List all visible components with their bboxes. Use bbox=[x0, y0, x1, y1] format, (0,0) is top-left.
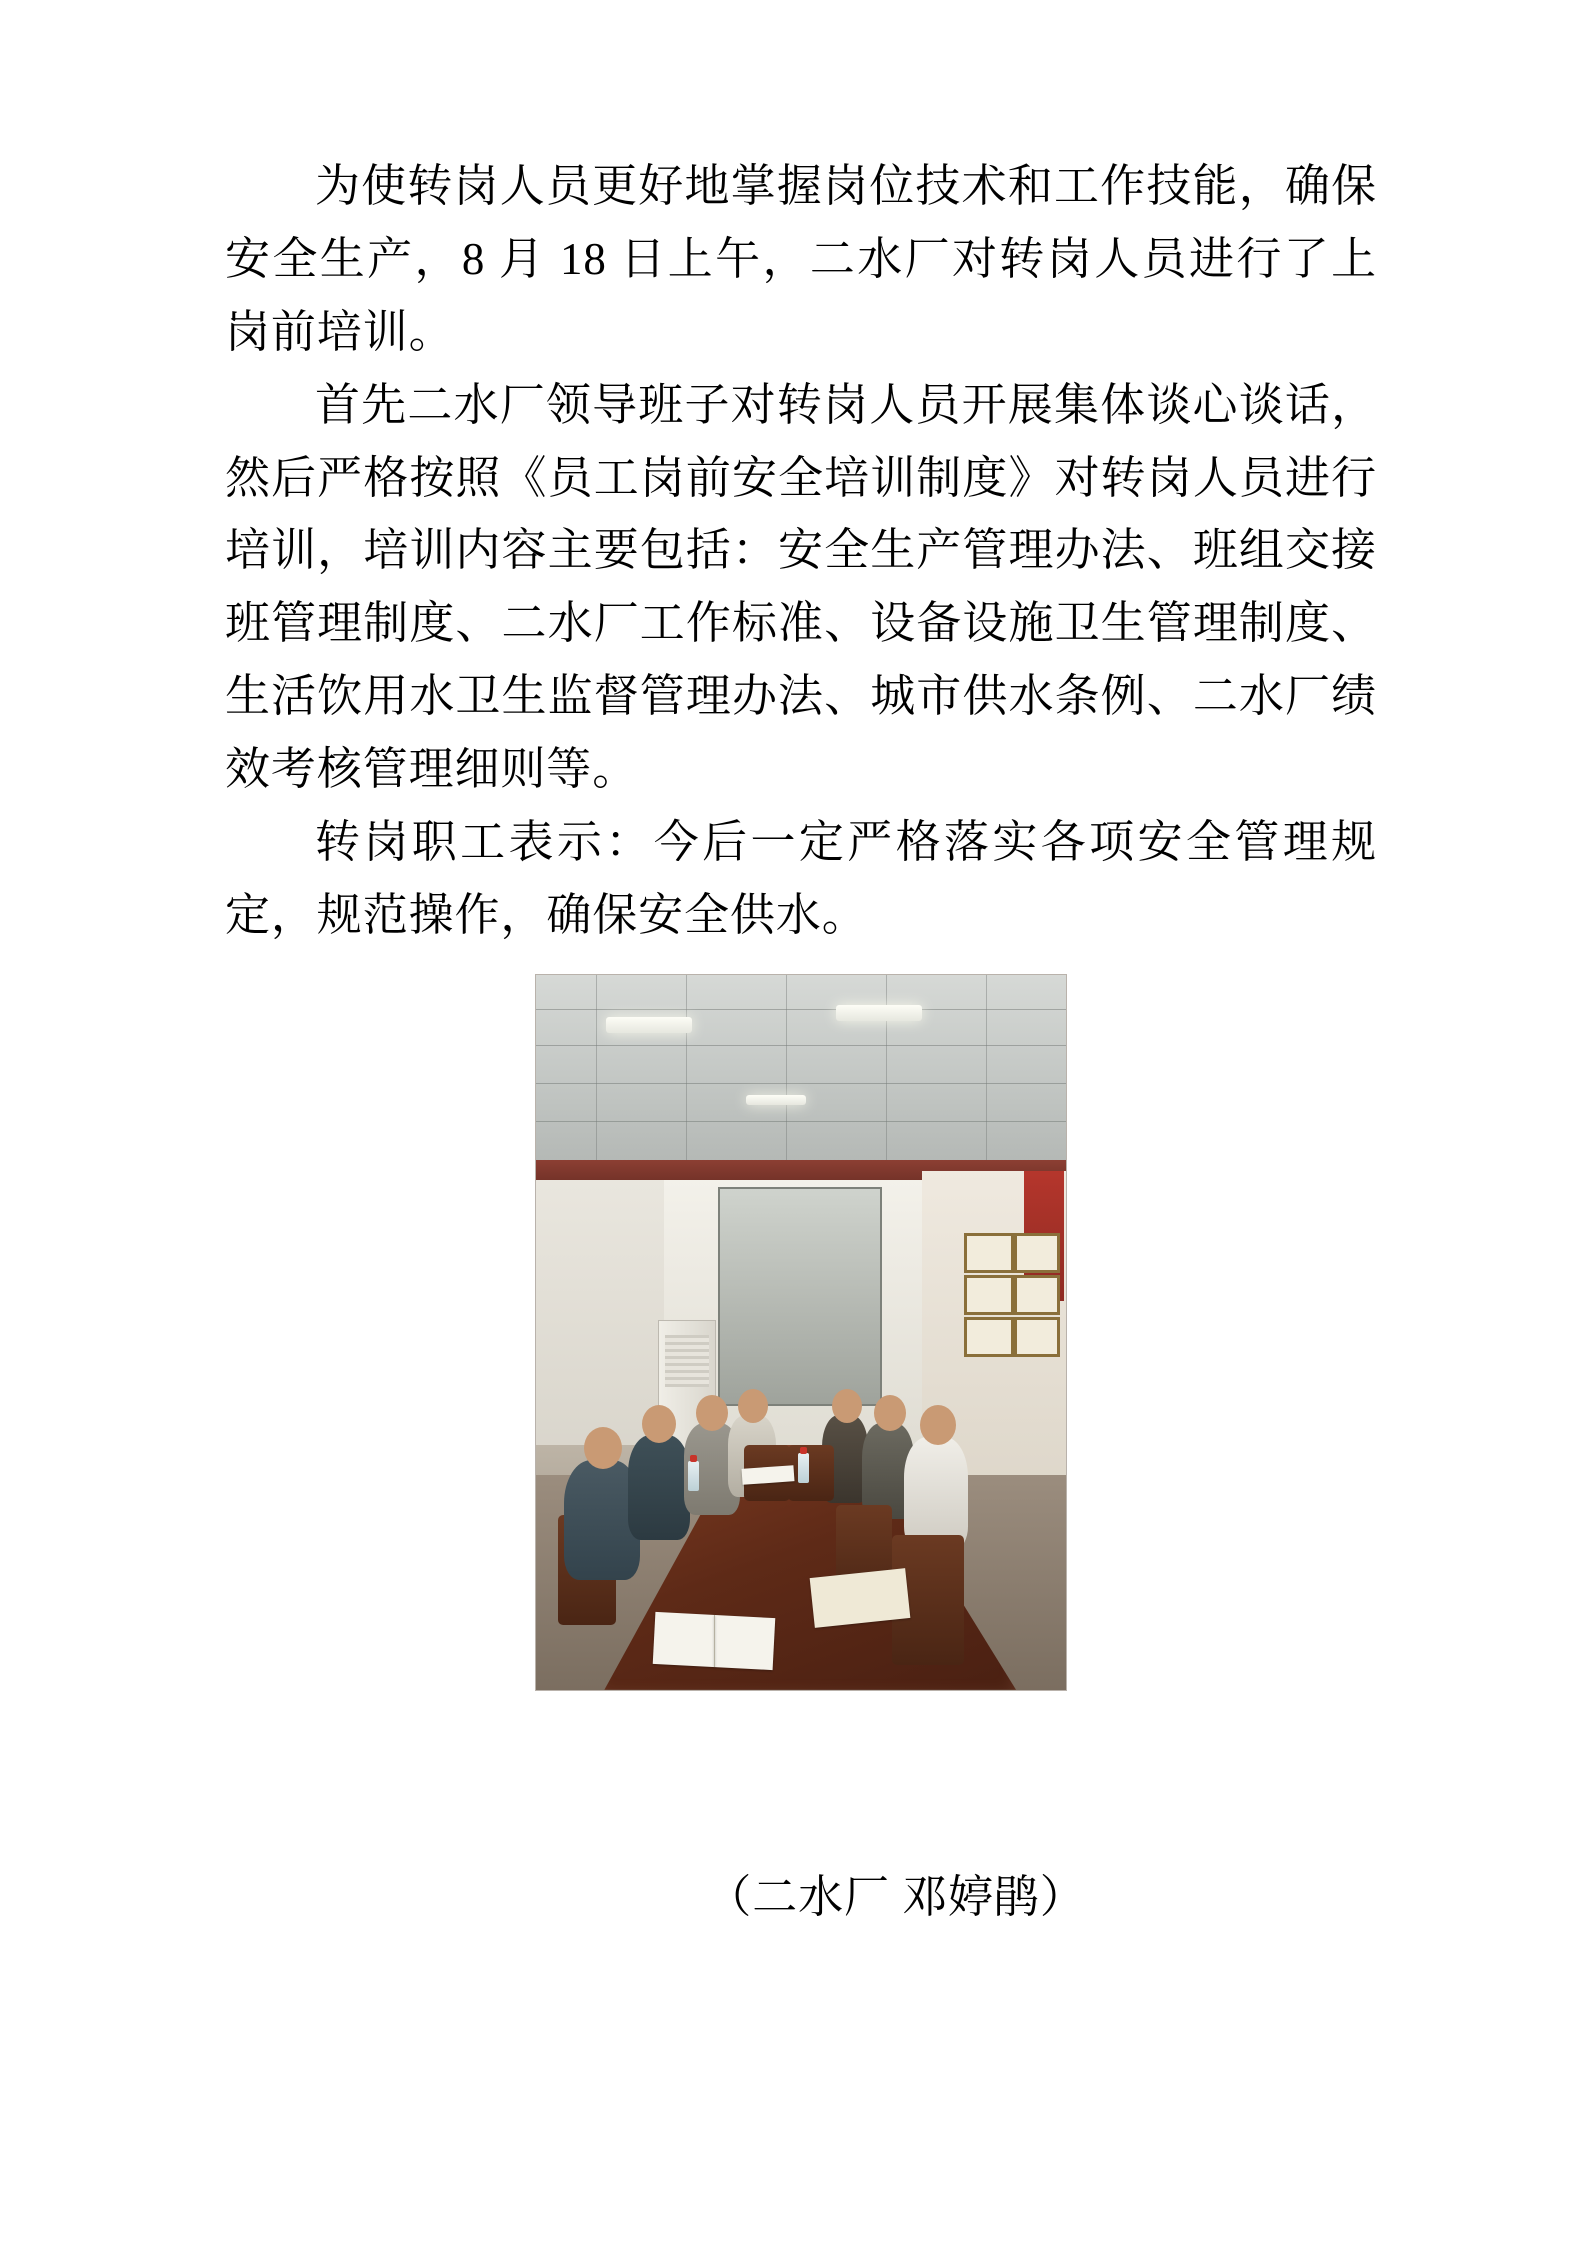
wall-frame bbox=[964, 1317, 1014, 1357]
wall-frame bbox=[1014, 1275, 1060, 1315]
water-bottle bbox=[798, 1453, 809, 1483]
person bbox=[628, 1435, 690, 1540]
person-head bbox=[696, 1395, 728, 1431]
person-head bbox=[832, 1389, 862, 1423]
paragraph-2: 首先二水厂领导班子对转岗人员开展集体谈心谈话，然后严格按照《员工岗前安全培训制度》对转岗人员进行培训，培训内容主要包括：安全生产管理办法、班组交接班管理制度、二水厂工作标准、设备设施卫生管理制度、生活饮用水卫生监督管理办法、城市供水条例、二水厂绩效考核管理细则等。 bbox=[225, 379, 1377, 795]
wall-frame bbox=[964, 1233, 1014, 1273]
water-bottle bbox=[688, 1461, 699, 1491]
wall-frame bbox=[1014, 1317, 1060, 1357]
wall-frame bbox=[1014, 1233, 1060, 1273]
document-stack bbox=[810, 1568, 911, 1628]
person-head bbox=[738, 1389, 768, 1423]
person-head bbox=[642, 1405, 676, 1443]
window-blinds bbox=[718, 1187, 882, 1406]
person-head bbox=[920, 1405, 956, 1445]
document-body bbox=[225, 150, 1377, 1934]
ceiling-light-icon bbox=[606, 1017, 692, 1033]
photo-container bbox=[225, 974, 1377, 1691]
person-head bbox=[874, 1395, 906, 1431]
meeting-photo bbox=[535, 974, 1067, 1691]
ceiling-light-icon bbox=[836, 1005, 922, 1021]
ceiling-light-icon bbox=[746, 1095, 806, 1105]
wall-frame bbox=[964, 1275, 1014, 1315]
paragraph-1: 为使转岗人员更好地掌握岗位技术和工作技能，确保安全生产，8 月 18 日上午，二水厂对转岗人员进行了上岗前培训。 bbox=[225, 161, 1377, 357]
document-on-table bbox=[742, 1465, 795, 1485]
person-head bbox=[584, 1427, 622, 1469]
paragraph-3: 转岗职工表示：今后一定严格落实各项安全管理规定，规范操作，确保安全供水。 bbox=[225, 817, 1377, 940]
signature: （二水厂 邓婷鹃） bbox=[706, 1871, 1086, 1922]
notebook-spine bbox=[714, 1615, 715, 1667]
chair bbox=[788, 1445, 834, 1501]
ceiling bbox=[536, 975, 1066, 1175]
person bbox=[904, 1437, 968, 1549]
